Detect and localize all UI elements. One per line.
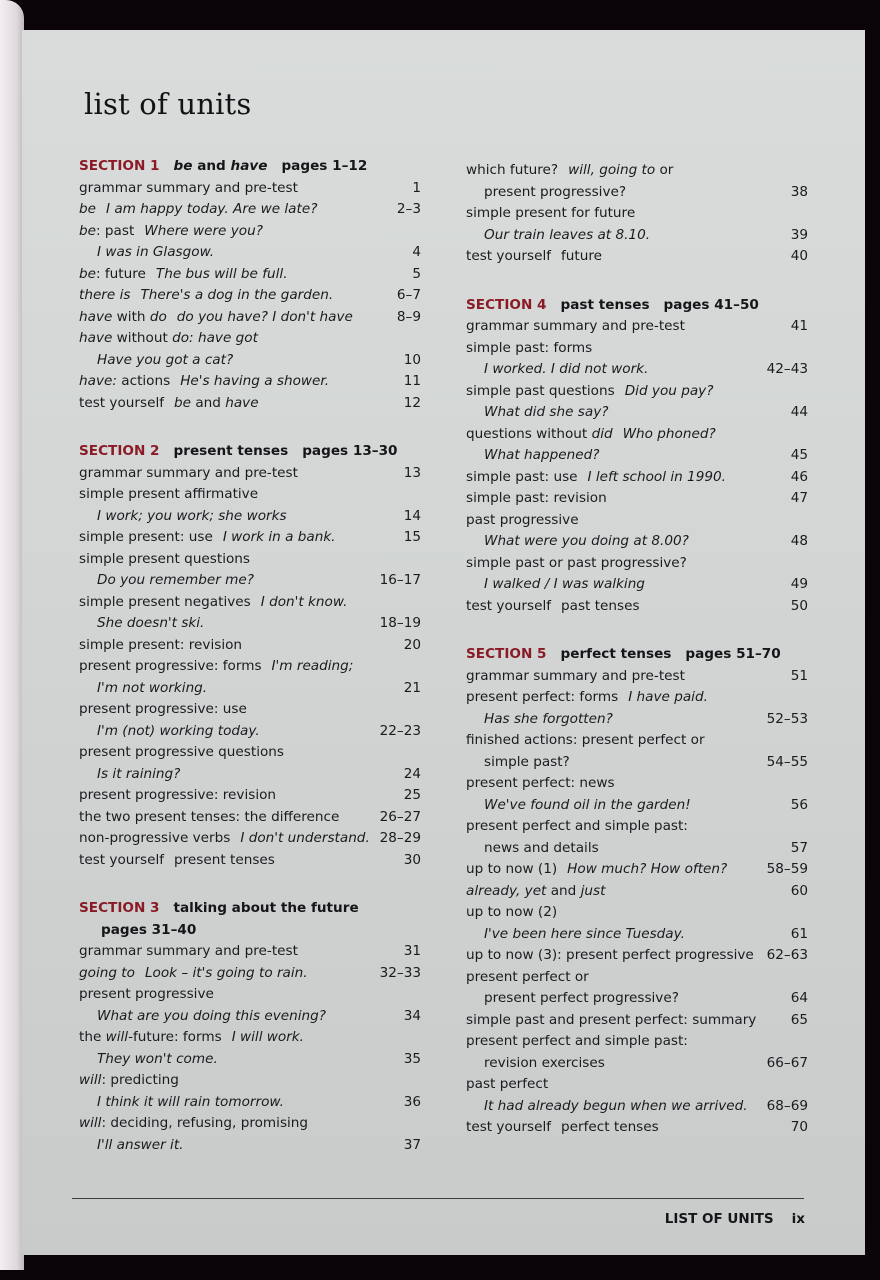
entry-text: going to bbox=[79, 964, 135, 981]
entry-text: grammar summary and pre-test bbox=[79, 943, 298, 959]
entry-text: grammar summary and pre-test bbox=[79, 464, 298, 481]
toc-entry[interactable] bbox=[466, 988, 808, 1010]
section-page-range: pages 41–50 bbox=[663, 296, 759, 313]
entry-page-number: 62–63 bbox=[766, 947, 808, 963]
section-heading bbox=[466, 644, 808, 666]
entry-text: simple present negatives bbox=[79, 593, 251, 610]
toc-entry[interactable] bbox=[466, 730, 808, 752]
entry-text: What did she say? bbox=[484, 404, 609, 420]
toc-entry[interactable] bbox=[79, 807, 421, 829]
section-title-part: and bbox=[192, 158, 231, 174]
entry-page-number: 35 bbox=[403, 1050, 421, 1067]
entry-text: there is bbox=[79, 287, 131, 303]
entry-text: and bbox=[546, 882, 581, 899]
entry-text: present perfect and simple past: bbox=[466, 1033, 688, 1049]
entry-text: I walked / I was walking bbox=[484, 576, 645, 592]
entry-page-number: 44 bbox=[790, 404, 808, 420]
entry-text: perfect tenses bbox=[561, 1119, 659, 1135]
entry-text: Look – it's going to rain. bbox=[144, 964, 308, 981]
toc-entry[interactable] bbox=[79, 178, 421, 200]
entry-page-number: 14 bbox=[403, 507, 421, 524]
entry-page-number: 61 bbox=[790, 925, 808, 942]
entry-text: without bbox=[112, 330, 173, 346]
toc-entry[interactable] bbox=[466, 445, 808, 467]
toc-entry[interactable] bbox=[466, 574, 808, 596]
entry-text: past progressive bbox=[466, 511, 579, 528]
entry-text: and bbox=[191, 394, 226, 411]
entry-text: simple past: revision bbox=[466, 490, 607, 506]
toc-entry[interactable] bbox=[79, 963, 421, 985]
toc-entry[interactable] bbox=[466, 902, 808, 924]
section-title-part: talking about the future bbox=[173, 900, 359, 916]
toc-entry[interactable] bbox=[466, 160, 808, 182]
toc-entry[interactable] bbox=[466, 752, 808, 774]
entry-text: : past bbox=[96, 222, 135, 239]
entry-text: Have you got a cat? bbox=[97, 351, 234, 368]
entry-page-number: 51 bbox=[790, 667, 808, 684]
entry-page-number: 20 bbox=[403, 636, 421, 653]
toc-entry[interactable] bbox=[466, 1117, 808, 1139]
page-number: ix bbox=[791, 1211, 805, 1227]
toc-entry[interactable] bbox=[79, 984, 421, 1006]
entry-page-number: 68–69 bbox=[766, 1097, 808, 1114]
entry-page-number: 45 bbox=[790, 447, 808, 463]
entry-text: : future bbox=[96, 265, 146, 282]
entry-text: simple past and present perfect: summary bbox=[466, 1011, 757, 1028]
entry-page-number: 10 bbox=[403, 351, 421, 368]
entry-text: The bus will be full. bbox=[155, 265, 288, 282]
section-heading bbox=[79, 441, 421, 463]
entry-page-number: 28–29 bbox=[379, 830, 421, 846]
toc-entry[interactable] bbox=[466, 967, 808, 989]
toc-entry[interactable] bbox=[466, 359, 808, 381]
footer-rule bbox=[72, 1198, 804, 1199]
book-page bbox=[22, 30, 865, 1255]
entry-text: simple present for future bbox=[466, 205, 636, 221]
toc-entry[interactable] bbox=[79, 328, 421, 350]
entry-page-number: 8–9 bbox=[396, 308, 421, 325]
toc-entry[interactable] bbox=[466, 510, 808, 532]
entry-page-number: 6–7 bbox=[396, 287, 421, 303]
entry-text: I don't understand. bbox=[240, 830, 370, 846]
entry-text: grammar summary and pre-test bbox=[466, 318, 685, 334]
toc-entry[interactable] bbox=[466, 424, 808, 446]
entry-page-number: 38 bbox=[790, 183, 808, 200]
entry-text: be bbox=[79, 222, 96, 239]
entry-text: with bbox=[112, 308, 150, 325]
entry-page-number: 4 bbox=[412, 244, 421, 260]
toc-entry[interactable] bbox=[79, 549, 421, 571]
entry-page-number: 40 bbox=[790, 248, 808, 264]
toc-entry[interactable] bbox=[79, 1049, 421, 1071]
toc-entry[interactable] bbox=[79, 1006, 421, 1028]
entry-text: I'll answer it. bbox=[97, 1136, 184, 1153]
toc-section bbox=[466, 644, 808, 1139]
toc-entry[interactable] bbox=[466, 316, 808, 338]
toc-entry[interactable] bbox=[79, 1092, 421, 1114]
entry-text: present tenses bbox=[174, 851, 275, 868]
entry-text: present progressive? bbox=[484, 183, 627, 200]
entry-text: I worked. I did not work. bbox=[484, 361, 649, 377]
section-title-part: be bbox=[173, 158, 193, 174]
entry-page-number: 57 bbox=[790, 839, 808, 856]
toc-entry[interactable] bbox=[79, 785, 421, 807]
toc-entry[interactable] bbox=[79, 1070, 421, 1092]
entry-text: do: have got bbox=[172, 330, 258, 346]
entry-text: I'm not working. bbox=[97, 679, 208, 696]
toc-section bbox=[79, 441, 421, 871]
toc-entry[interactable] bbox=[466, 203, 808, 225]
section-page-range: pages 1–12 bbox=[281, 158, 368, 174]
toc-entry[interactable] bbox=[79, 199, 421, 221]
entry-page-number: 41 bbox=[790, 318, 808, 334]
entry-text: present progressive questions bbox=[79, 744, 284, 760]
entry-text: simple past: use bbox=[466, 468, 578, 485]
toc-entry[interactable] bbox=[79, 264, 421, 286]
entry-page-number: 11 bbox=[403, 373, 421, 389]
entry-text: up to now (1) bbox=[466, 861, 558, 877]
entry-text: present perfect progressive? bbox=[484, 990, 679, 1006]
section-title-part: past tenses bbox=[560, 296, 650, 313]
toc-entry[interactable] bbox=[79, 307, 421, 329]
section-heading bbox=[466, 295, 808, 317]
entry-text: test yourself bbox=[466, 597, 552, 614]
entry-text: test yourself bbox=[79, 851, 165, 868]
entry-page-number: 25 bbox=[403, 787, 421, 803]
entry-text: simple past? bbox=[484, 753, 570, 770]
toc-entry[interactable] bbox=[79, 393, 421, 415]
toc-entry[interactable] bbox=[79, 764, 421, 786]
entry-text: simple present affirmative bbox=[79, 486, 259, 502]
toc-entry[interactable] bbox=[466, 338, 808, 360]
section-number: SECTION 5 bbox=[466, 646, 547, 662]
toc-entry[interactable] bbox=[466, 225, 808, 247]
entry-text: simple present: revision bbox=[79, 636, 243, 653]
entry-text: have: bbox=[79, 373, 117, 389]
section-page-range: pages 51–70 bbox=[685, 646, 781, 662]
entry-text: I work in a bank. bbox=[222, 529, 336, 545]
toc-entry[interactable] bbox=[79, 221, 421, 243]
entry-text: did bbox=[591, 425, 613, 442]
entry-text: Has she forgotten? bbox=[484, 710, 613, 727]
toc-section-continued bbox=[466, 160, 808, 268]
entry-page-number: 58–59 bbox=[766, 861, 808, 877]
entry-text: already, yet bbox=[466, 882, 547, 899]
entry-page-number: 15 bbox=[403, 529, 421, 545]
entry-text: I'm reading; bbox=[271, 658, 354, 674]
entry-text: simple present: use bbox=[79, 529, 213, 545]
toc-entry[interactable] bbox=[79, 371, 421, 393]
toc-entry[interactable] bbox=[466, 531, 808, 553]
toc-entry[interactable] bbox=[79, 941, 421, 963]
entry-text: I left school in 1990. bbox=[587, 468, 726, 485]
toc-entry[interactable] bbox=[466, 1053, 808, 1075]
entry-text: test yourself bbox=[466, 1119, 552, 1135]
entry-page-number: 12 bbox=[403, 394, 421, 411]
entry-page-number: 48 bbox=[790, 533, 808, 549]
entry-page-number: 2–3 bbox=[396, 201, 421, 217]
entry-page-number: 49 bbox=[790, 576, 808, 592]
entry-text: They won't come. bbox=[97, 1050, 218, 1067]
entry-page-number: 60 bbox=[790, 882, 808, 899]
toc-section bbox=[79, 898, 421, 1156]
entry-page-number: 65 bbox=[790, 1011, 808, 1028]
entry-text: I'm (not) working today. bbox=[97, 722, 260, 739]
entry-text: past tenses bbox=[561, 597, 640, 614]
entry-text: Do you remember me? bbox=[97, 572, 254, 588]
entry-page-number: 16–17 bbox=[379, 572, 421, 588]
section-number: SECTION 1 bbox=[79, 158, 160, 174]
entry-text: the two present tenses: the difference bbox=[79, 808, 340, 825]
toc-entry[interactable] bbox=[79, 613, 421, 635]
entry-text: Who phoned? bbox=[622, 425, 716, 442]
entry-text: or bbox=[655, 162, 674, 178]
entry-page-number: 37 bbox=[403, 1136, 421, 1153]
entry-text: How much? How often? bbox=[567, 861, 728, 877]
section-heading bbox=[79, 898, 421, 941]
toc-entry[interactable] bbox=[466, 553, 808, 575]
entry-text: simple past questions bbox=[466, 382, 615, 399]
entry-text: will bbox=[105, 1029, 129, 1045]
entry-text: do bbox=[149, 308, 167, 325]
entry-text: have bbox=[79, 308, 113, 325]
page-title: list of units bbox=[84, 87, 252, 122]
toc-entry[interactable] bbox=[79, 463, 421, 485]
entry-text: I was in Glasgow. bbox=[97, 244, 215, 260]
section-page-range: pages 13–30 bbox=[302, 443, 398, 459]
entry-text: future bbox=[561, 248, 603, 264]
entry-text: -future: forms bbox=[128, 1029, 222, 1045]
toc-entry[interactable] bbox=[79, 285, 421, 307]
entry-text: non-progressive verbs bbox=[79, 830, 231, 846]
toc-entry[interactable] bbox=[79, 828, 421, 850]
entry-page-number: 70 bbox=[790, 1119, 808, 1135]
entry-page-number: 30 bbox=[403, 851, 421, 868]
entry-page-number: 31 bbox=[403, 943, 421, 959]
entry-page-number: 34 bbox=[403, 1007, 421, 1024]
entry-text: the bbox=[79, 1029, 106, 1045]
toc-entry[interactable] bbox=[466, 945, 808, 967]
toc-entry[interactable] bbox=[466, 795, 808, 817]
section-title-part: have bbox=[230, 158, 268, 174]
entry-text: grammar summary and pre-test bbox=[466, 667, 685, 684]
entry-page-number: 32–33 bbox=[379, 964, 421, 981]
entry-text: news and details bbox=[484, 839, 599, 856]
toc-entry[interactable] bbox=[466, 859, 808, 881]
toc-entry[interactable] bbox=[466, 924, 808, 946]
toc-entry[interactable] bbox=[79, 1135, 421, 1157]
entry-text: I don't know. bbox=[260, 593, 348, 610]
toc-entry[interactable] bbox=[466, 773, 808, 795]
toc-entry[interactable] bbox=[466, 467, 808, 489]
entry-text: up to now (3): present perfect progressive bbox=[466, 947, 754, 963]
entry-text: have bbox=[225, 394, 259, 411]
section-number: SECTION 2 bbox=[79, 443, 160, 459]
entry-page-number: 56 bbox=[790, 796, 808, 813]
entry-page-number: 46 bbox=[790, 468, 808, 485]
entry-page-number: 24 bbox=[403, 765, 421, 782]
toc-entry[interactable] bbox=[466, 838, 808, 860]
entry-text: Our train leaves at 8.10. bbox=[484, 226, 651, 243]
entry-text: I work; you work; she works bbox=[97, 507, 287, 524]
entry-page-number: 52–53 bbox=[766, 710, 808, 727]
toc-entry[interactable] bbox=[79, 721, 421, 743]
entry-page-number: 18–19 bbox=[379, 615, 421, 631]
entry-page-number: 13 bbox=[403, 464, 421, 481]
toc-entry[interactable] bbox=[79, 506, 421, 528]
entry-text: present progressive: revision bbox=[79, 787, 277, 803]
running-footer-label: LIST OF UNITS bbox=[664, 1211, 774, 1227]
toc-entry[interactable] bbox=[79, 635, 421, 657]
entry-text: : deciding, refusing, promising bbox=[101, 1115, 309, 1131]
entry-text: be bbox=[174, 394, 192, 411]
entry-text: be bbox=[79, 265, 96, 282]
section-number: SECTION 4 bbox=[466, 296, 547, 313]
toc-entry[interactable] bbox=[466, 881, 808, 903]
entry-text: What happened? bbox=[484, 447, 600, 463]
entry-text: I will work. bbox=[231, 1029, 305, 1045]
entry-page-number: 64 bbox=[790, 990, 808, 1006]
toc-section bbox=[79, 156, 421, 414]
entry-text: Did you pay? bbox=[624, 382, 714, 399]
entry-text: which future? bbox=[466, 162, 559, 178]
entry-text: present perfect and simple past: bbox=[466, 818, 688, 834]
entry-text: present perfect or bbox=[466, 968, 589, 985]
entry-text: past perfect bbox=[466, 1076, 549, 1092]
toc-entry[interactable] bbox=[466, 381, 808, 403]
toc-entry[interactable] bbox=[466, 1010, 808, 1032]
section-heading bbox=[79, 156, 421, 178]
toc-entry[interactable] bbox=[79, 484, 421, 506]
entry-page-number: 22–23 bbox=[379, 722, 421, 739]
entry-page-number: 5 bbox=[412, 265, 421, 282]
entry-text: He's having a shower. bbox=[180, 373, 330, 389]
entry-text: We've found oil in the garden! bbox=[484, 796, 691, 813]
toc-entry[interactable] bbox=[79, 678, 421, 700]
toc-entry[interactable] bbox=[79, 242, 421, 264]
section-title-part: perfect tenses bbox=[560, 646, 672, 662]
entry-text: test yourself bbox=[79, 394, 165, 411]
toc-entry[interactable] bbox=[466, 246, 808, 268]
entry-page-number: 1 bbox=[412, 179, 421, 196]
page-footer bbox=[665, 1211, 805, 1227]
entry-text: present progressive: use bbox=[79, 701, 247, 717]
entry-text: present progressive: forms bbox=[79, 658, 262, 674]
entry-text: simple present questions bbox=[79, 550, 250, 567]
section-title-part: present tenses bbox=[173, 443, 289, 459]
section-number: SECTION 3 bbox=[79, 900, 160, 916]
entry-text: will bbox=[79, 1115, 102, 1131]
entry-text: up to now (2) bbox=[466, 904, 558, 920]
toc-entry[interactable] bbox=[79, 350, 421, 372]
entry-text: will, going to bbox=[568, 162, 656, 178]
entry-page-number: 36 bbox=[403, 1093, 421, 1110]
entry-text: Where were you? bbox=[144, 222, 263, 239]
toc-entry[interactable] bbox=[79, 850, 421, 872]
entry-page-number: 66–67 bbox=[766, 1054, 808, 1071]
toc-entry[interactable] bbox=[466, 816, 808, 838]
entry-text: What were you doing at 8.00? bbox=[484, 533, 689, 549]
toc-entry[interactable] bbox=[466, 596, 808, 618]
left-column bbox=[79, 156, 421, 1183]
entry-page-number: 54–55 bbox=[766, 753, 808, 770]
entry-text: I've been here since Tuesday. bbox=[484, 925, 685, 942]
entry-text: just bbox=[580, 882, 606, 899]
toc-entry[interactable] bbox=[466, 687, 808, 709]
entry-text: grammar summary and pre-test bbox=[79, 179, 298, 196]
entry-text: have bbox=[79, 330, 113, 346]
entry-page-number: 26–27 bbox=[379, 808, 421, 825]
toc-entry[interactable] bbox=[466, 1031, 808, 1053]
entry-text: will bbox=[79, 1072, 102, 1088]
entry-text: actions bbox=[116, 373, 171, 389]
toc-section bbox=[466, 295, 808, 618]
toc-entry[interactable] bbox=[466, 402, 808, 424]
entry-text: revision exercises bbox=[484, 1054, 605, 1071]
toc-entry[interactable] bbox=[79, 1027, 421, 1049]
entry-text: simple past: forms bbox=[466, 339, 593, 356]
entry-text: present perfect: forms bbox=[466, 689, 619, 705]
section-page-range: pages 31–40 bbox=[101, 921, 197, 938]
toc-entry[interactable] bbox=[466, 182, 808, 204]
entry-text: I think it will rain tomorrow. bbox=[97, 1093, 284, 1110]
entry-text: present progressive bbox=[79, 986, 214, 1002]
entry-text: finished actions: present perfect or bbox=[466, 732, 705, 748]
entry-page-number: 50 bbox=[790, 597, 808, 614]
entry-text: Is it raining? bbox=[97, 765, 181, 782]
entry-text: do you have? I don't have bbox=[176, 308, 353, 325]
toc-entry[interactable] bbox=[466, 1074, 808, 1096]
entry-text: be bbox=[79, 201, 96, 217]
entry-text: What are you doing this evening? bbox=[97, 1007, 326, 1024]
toc-entry[interactable] bbox=[79, 699, 421, 721]
entry-page-number: 21 bbox=[403, 679, 421, 696]
entry-text: simple past or past progressive? bbox=[466, 554, 687, 571]
toc-entry[interactable] bbox=[466, 709, 808, 731]
toc-entry[interactable] bbox=[79, 592, 421, 614]
entry-text: I am happy today. Are we late? bbox=[106, 201, 318, 217]
entry-text: present perfect: news bbox=[466, 775, 615, 791]
toc-entry[interactable] bbox=[79, 527, 421, 549]
toc-entry[interactable] bbox=[79, 656, 421, 678]
toc-entry[interactable] bbox=[466, 666, 808, 688]
entry-text: She doesn't ski. bbox=[97, 615, 205, 631]
toc-entry[interactable] bbox=[79, 1113, 421, 1135]
right-column bbox=[466, 160, 808, 1166]
toc-entry[interactable] bbox=[79, 742, 421, 764]
toc-entry[interactable] bbox=[79, 570, 421, 592]
entry-page-number: 42–43 bbox=[766, 361, 808, 377]
entry-text: It had already begun when we arrived. bbox=[484, 1097, 748, 1114]
entry-text: questions without bbox=[466, 425, 592, 442]
toc-entry[interactable] bbox=[466, 1096, 808, 1118]
entry-text: I have paid. bbox=[628, 689, 708, 705]
entry-page-number: 47 bbox=[790, 490, 808, 506]
entry-text: test yourself bbox=[466, 248, 552, 264]
entry-text: There's a dog in the garden. bbox=[140, 287, 334, 303]
entry-page-number: 39 bbox=[790, 226, 808, 243]
entry-text: : predicting bbox=[101, 1072, 179, 1088]
toc-entry[interactable] bbox=[466, 488, 808, 510]
previous-page-edge bbox=[0, 0, 24, 1270]
